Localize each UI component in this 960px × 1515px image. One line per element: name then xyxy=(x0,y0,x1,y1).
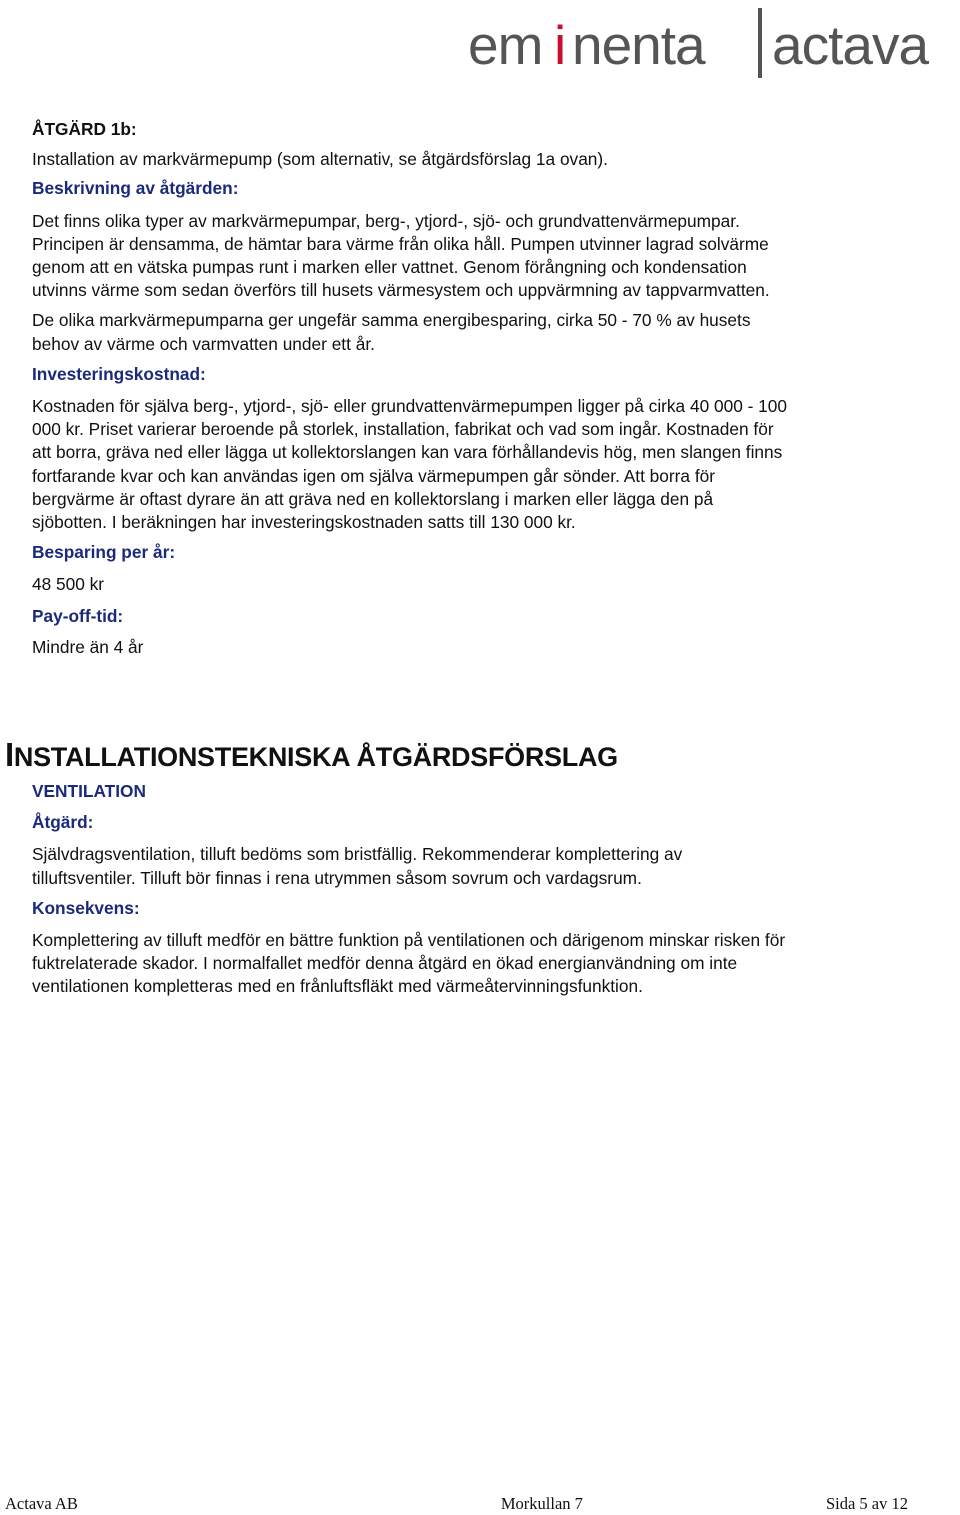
investment-heading: Investeringskostnad: xyxy=(32,363,206,384)
svg-text:em: em xyxy=(468,14,543,76)
text-line: De olika markvärmepumparna ger ungefär samma energibesparing, cirka 50 - 70 % av husets xyxy=(32,310,751,331)
description-text xyxy=(32,210,928,303)
footer-property: Morkullan 7 xyxy=(500,1494,583,1513)
svg-text:nenta: nenta xyxy=(572,14,705,76)
text-line: Komplettering av tilluft medför en bättre funktion på ventilationen och därigenom minskar risken för xyxy=(32,930,786,951)
description-text-2 xyxy=(32,309,928,355)
eminenta-actava-logo xyxy=(468,4,956,82)
measure-section xyxy=(32,118,928,659)
text-line: att borra, gräva ned eller lägga ut kollektorslangen kan vara förhållandevis hög, men slangen finns xyxy=(32,442,783,463)
action-text xyxy=(32,843,928,889)
text-line: utvinns värme som sedan överförs till husets värmesystem och uppvärmning av tappvarmvatten. xyxy=(32,280,770,301)
svg-text:i: i xyxy=(554,14,567,76)
text-line: sjöbotten. I beräkningen har investeringskostnaden satts till 130 000 kr. xyxy=(32,512,576,533)
text-line: genom att en vätska pumpas runt i marken eller vattnet. Genom förångning och kondensation xyxy=(32,257,747,278)
svg-text:actava: actava xyxy=(772,14,929,76)
text-line: Kostnaden för själva berg-, ytjord-, sjö- eller grundvattenvärmepumpen ligger på cirka 40 000 - 100 xyxy=(32,396,788,417)
text-line: Principen är densamma, de hämtar bara värme från olika håll. Pumpen utvinner lagrad solvärme xyxy=(32,233,769,254)
section-title-initial: I xyxy=(5,736,14,773)
ventilation-subheading: VENTILATION xyxy=(32,781,146,801)
section-title xyxy=(5,736,618,774)
payoff-value: Mindre än 4 år xyxy=(32,636,144,657)
text-line: Självdragsventilation, tilluft bedöms som bristfällig. Rekommenderar komplettering av xyxy=(32,844,683,865)
payoff-heading: Pay-off-tid: xyxy=(32,605,124,626)
text-line: 000 kr. Priset varierar beroende på storlek, installation, fabrikat och vad som ingår. Kostnaden för xyxy=(32,419,774,440)
footer-company: Actava AB xyxy=(5,1494,78,1513)
investment-text xyxy=(32,395,928,534)
text-line: fuktrelaterade skador. I normalfallet medför denna åtgärd en ökad energianvändning om inte xyxy=(32,953,738,974)
consequence-text xyxy=(32,929,928,999)
description-heading: Beskrivning av åtgärden: xyxy=(32,178,239,199)
measure-title: ÅTGÄRD 1b: xyxy=(32,119,137,139)
action-heading: Åtgärd: xyxy=(32,812,94,833)
savings-value: 48 500 kr xyxy=(32,574,105,595)
savings-heading: Besparing per år: xyxy=(32,542,176,563)
text-line: bergvärme är oftast dyrare än att gräva ned en kollektorslang i marken eller lägga den på xyxy=(32,488,714,509)
text-line: ventilationen kompletteras med en frånluftsfläkt med värmeåtervinningsfunktion. xyxy=(32,976,643,997)
measure-intro: Installation av markvärmepump (som alternativ, se åtgärdsförslag 1a ovan). xyxy=(32,149,608,170)
page-footer xyxy=(5,1494,908,1514)
consequence-heading: Konsekvens: xyxy=(32,897,140,918)
text-line: fortfarande kvar och kan användas igen om själva värmepumpen går sönder. Att borra för xyxy=(32,465,715,486)
text-line: tilluftsventiler. Tilluft bör finnas i rena utrymmen såsom sovrum och vardagsrum. xyxy=(32,867,642,888)
section-title-rest: NSTALLATIONSTEKNISKA ÅTGÄRDSFÖRSLAG xyxy=(13,742,618,772)
footer-page-number: Sida 5 av 12 xyxy=(825,1494,908,1513)
text-line: Det finns olika typer av markvärmepumpar, berg-, ytjord-, sjö- och grundvattenvärmepumpar. xyxy=(32,210,740,231)
ventilation-section xyxy=(32,780,928,999)
text-line: behov av värme och varmvatten under ett år. xyxy=(32,333,375,354)
